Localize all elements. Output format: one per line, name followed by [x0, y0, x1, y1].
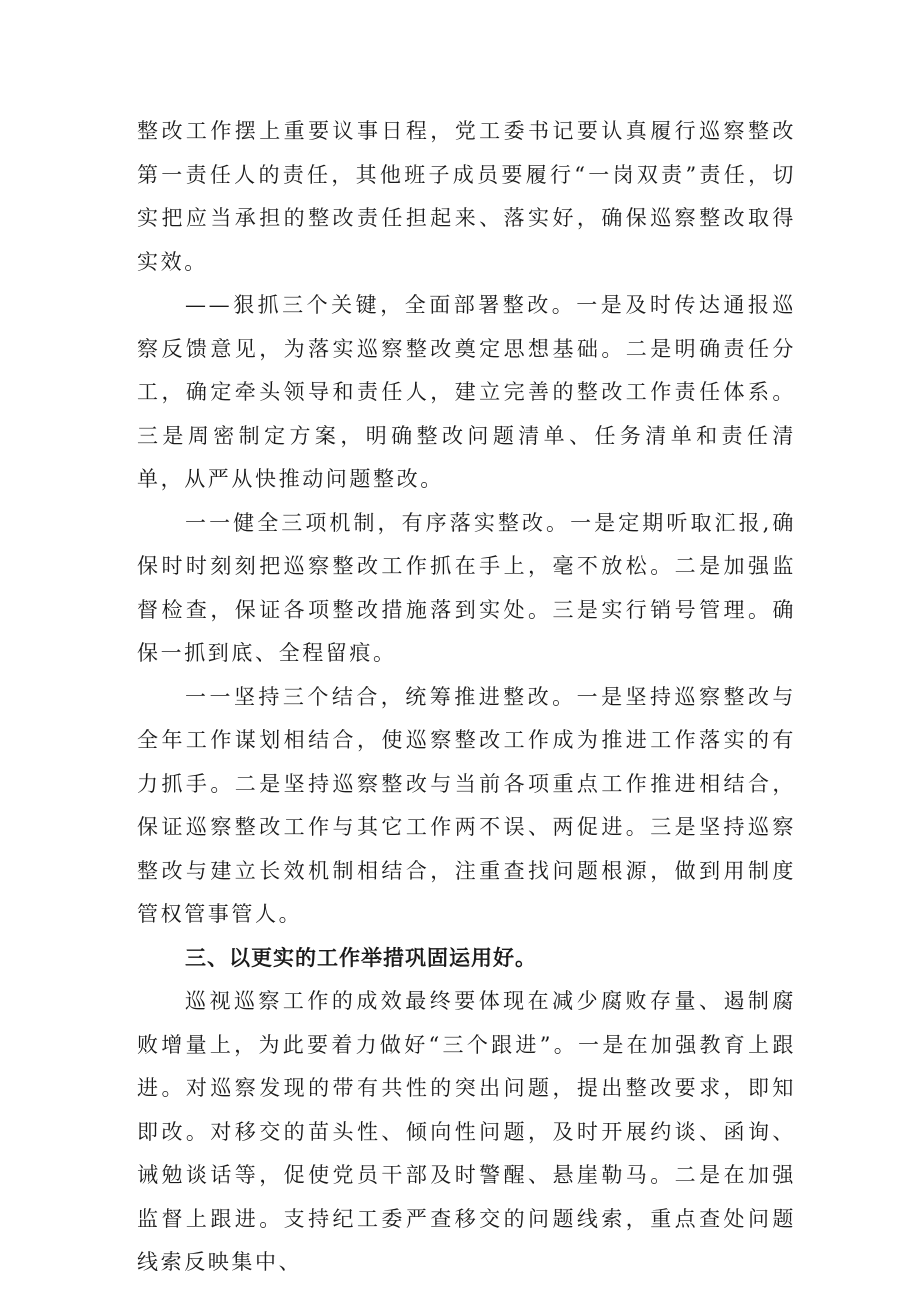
section-heading: 三、以更实的工作举措巩固运用好。: [185, 945, 537, 970]
paragraph-three-keys: ——狠抓三个关键，全面部署整改。一是及时传达通报巡察反馈意见，为落实巡察整改奠定思想基础。二是明确责任分工，确定牵头领导和责任人，建立完善的整改工作责任体系。三是周密制定方案，明确整改问题清单、任务清单和责任清单，从严从快推动问题整改。: [137, 293, 796, 491]
paragraph-continuation: 整改工作摆上重要议事日程，党工委书记要认真履行巡察整改第一责任人的责任，其他班子成员要履行“一岗双责”责任，切实把应当承担的整改责任担起来、落实好，确保巡察整改取得实效。: [137, 119, 796, 274]
paragraph-three-combinations: 一一坚持三个结合，统筹推进整改。一是坚持巡察整改与全年工作谋划相结合，使巡察整改工作成为推进工作落实的有力抓手。二是坚持巡察整改与当前各项重点工作推进相结合，保证巡察整改工作与其它工作两不误、两促进。三是坚持巡察整改与建立长效机制相结合，注重查找问题根源，做到用制度管权管事管人。: [137, 684, 796, 926]
paragraph-section-three: 巡视巡察工作的成效最终要体现在减少腐败存量、遏制腐败增量上，为此要着力做好“三个跟进”。一是在加强教育上跟进。对巡察发现的带有共性的突出问题，提出整改要求，即知即改。对移交的苗头性、倾向性问题，及时开展约谈、函询、诫勉谈话等，促使党员干部及时警醒、悬崖勒马。二是在加强监督上跟进。支持纪工委严查移交的问题线索，重点查处问题线索反映集中、: [137, 989, 796, 1274]
paragraph-three-mechanisms: 一一健全三项机制，有序落实整改。一是定期听取汇报,确保时时刻刻把巡察整改工作抓在手上，毫不放松。二是加强监督检查，保证各项整改措施落到实处。三是实行销号管理。确保一抓到底、全程留痕。: [137, 510, 796, 665]
